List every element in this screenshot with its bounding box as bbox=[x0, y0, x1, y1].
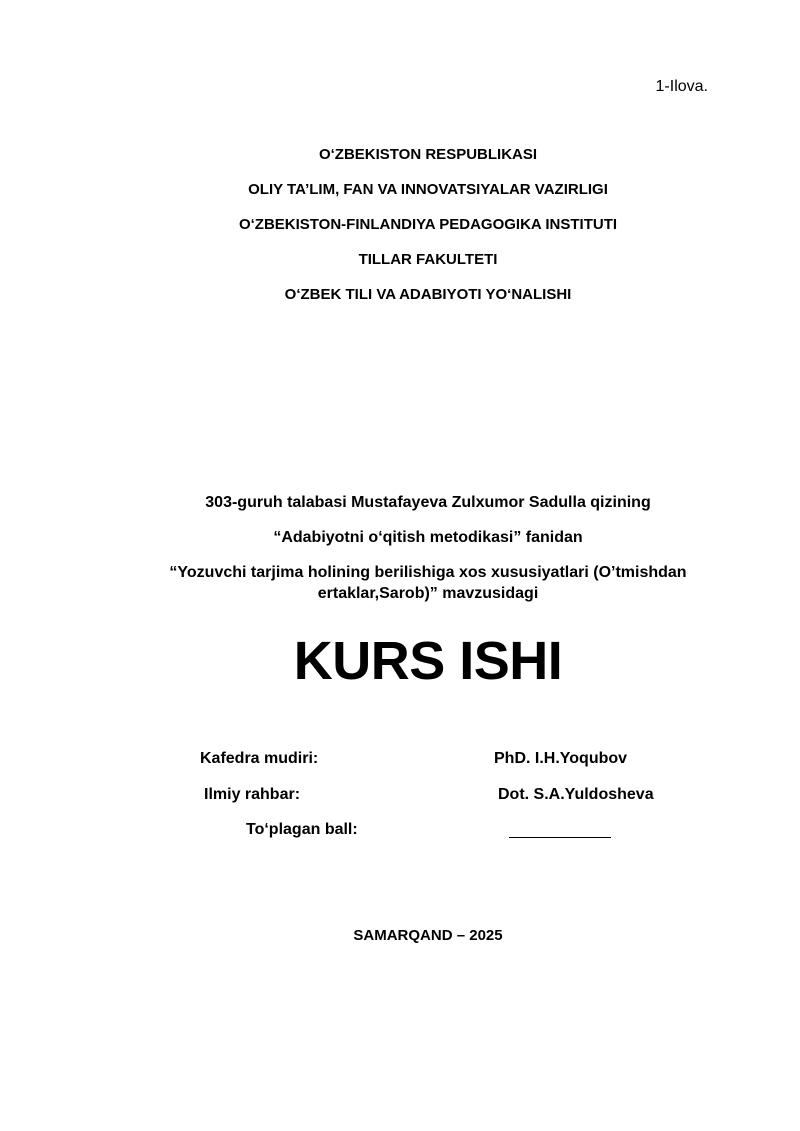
score-blank-line bbox=[509, 821, 611, 843]
score-label: To‘plagan ball: bbox=[246, 821, 358, 838]
topic-line: “Yozuvchi tarjima holining berilishiga xos xususiyatlari (O’tmishdan ertaklar,Sarob)” mavzusidagi bbox=[169, 564, 687, 602]
header-line-institute: O‘ZBEKISTON-FINLANDIYA PEDAGOGIKA INSTITUTI bbox=[238, 216, 618, 233]
head-label: Kafedra mudiri: bbox=[200, 750, 319, 767]
header-line-direction: O‘ZBEK TILI VA ADABIYOTI YO‘NALISHI bbox=[284, 286, 572, 303]
city-year: SAMARQAND – 2025 bbox=[353, 927, 503, 944]
document-title: KURS ISHI bbox=[293, 631, 563, 691]
subject-line: “Adabiyotni o‘qitish metodikasi” fanidan bbox=[273, 529, 583, 546]
head-value: PhD. I.H.Yoqubov bbox=[494, 750, 628, 767]
student-info bbox=[150, 492, 706, 604]
institution-header bbox=[0, 145, 800, 320]
student-line: 303-guruh talabasi Mustafayeva Zulxumor Sadulla qizining bbox=[205, 494, 651, 511]
header-line-ministry: OLIY TA’LIM, FAN VA INNOVATSIYALAR VAZIRLIGI bbox=[248, 181, 608, 198]
advisor-value: Dot. S.A.Yuldosheva bbox=[498, 786, 654, 803]
header-line-faculty: TILLAR FAKULTETI bbox=[358, 251, 498, 268]
advisor-label: Ilmiy rahbar: bbox=[204, 786, 301, 803]
annex-label: 1-Ilova. bbox=[655, 78, 708, 95]
header-line-country: O‘ZBEKISTON RESPUBLIKASI bbox=[318, 146, 538, 163]
